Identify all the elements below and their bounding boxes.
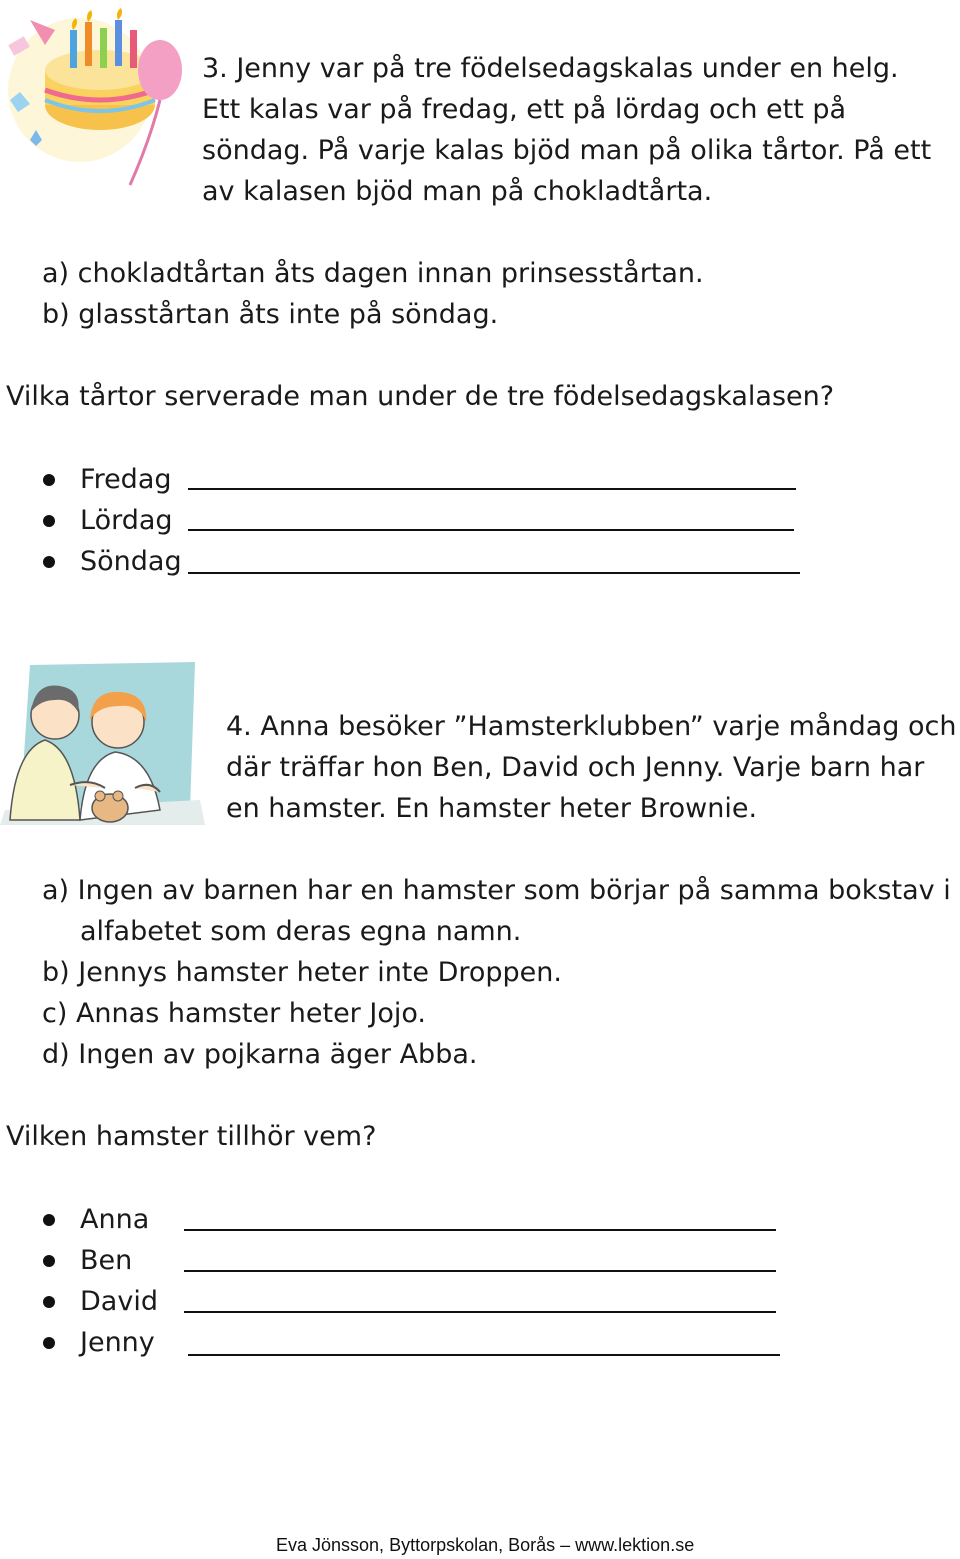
- answer-line[interactable]: [184, 1311, 776, 1313]
- birthday-cake-icon: [0, 0, 200, 200]
- task3-intro-line-4: av kalasen bjöd man på chokladtårta.: [202, 176, 713, 207]
- task3-intro-line-1: 3. Jenny var på tre födelsedagskalas under en helg.: [202, 53, 899, 84]
- task4-intro-line-1: 4. Anna besöker ”Hamsterklubben” varje måndag och: [226, 711, 957, 742]
- answer-line[interactable]: [188, 572, 800, 574]
- task4-clue-b: b) Jennys hamster heter inte Droppen.: [42, 957, 562, 988]
- answer-label: Lördag: [80, 505, 173, 536]
- task4-intro-line-2: där träffar hon Ben, David och Jenny. Varje barn har: [226, 752, 925, 783]
- answer-line[interactable]: [184, 1229, 776, 1231]
- bullet-icon: [43, 474, 55, 486]
- answer-label: Ben: [80, 1245, 133, 1276]
- task3-intro-line-3: söndag. På varje kalas bjöd man på olika tårtor. På ett: [202, 135, 932, 166]
- task4-clue-a: a) Ingen av barnen har en hamster som börjar på samma bokstav i: [42, 875, 951, 906]
- task3-intro-line-2: Ett kalas var på fredag, ett på lördag och ett på: [202, 94, 847, 125]
- answer-line[interactable]: [188, 1354, 780, 1356]
- answer-label: Anna: [80, 1204, 150, 1235]
- bullet-icon: [43, 1214, 55, 1226]
- task3-question: Vilka tårtor serverade man under de tre födelsedagskalasen?: [6, 381, 835, 412]
- children-with-hamster-icon: [0, 660, 210, 830]
- answer-label: Fredag: [80, 464, 172, 495]
- bullet-icon: [43, 556, 55, 568]
- answer-line[interactable]: [188, 488, 796, 490]
- task3-clue-a: a) chokladtårtan åts dagen innan prinsesstårtan.: [42, 258, 704, 289]
- footer-credit: Eva Jönsson, Byttorpskolan, Borås – www.lektion.se: [276, 1535, 695, 1555]
- answer-label: Söndag: [80, 546, 182, 577]
- task4-clue-c: c) Annas hamster heter Jojo.: [42, 998, 426, 1029]
- task4-intro-line-3: en hamster. En hamster heter Brownie.: [226, 793, 758, 824]
- task3-clue-b: b) glasstårtan åts inte på söndag.: [42, 299, 499, 330]
- answer-line[interactable]: [184, 1270, 776, 1272]
- task4-question: Vilken hamster tillhör vem?: [6, 1121, 377, 1152]
- bullet-icon: [43, 1337, 55, 1349]
- bullet-icon: [43, 1296, 55, 1308]
- bullet-icon: [43, 515, 55, 527]
- bullet-icon: [43, 1255, 55, 1267]
- answer-label: David: [80, 1286, 158, 1317]
- answer-line[interactable]: [188, 529, 794, 531]
- task4-clue-a-cont: alfabetet som deras egna namn.: [80, 916, 522, 947]
- task4-clue-d: d) Ingen av pojkarna äger Abba.: [42, 1039, 478, 1070]
- answer-label: Jenny: [80, 1327, 155, 1358]
